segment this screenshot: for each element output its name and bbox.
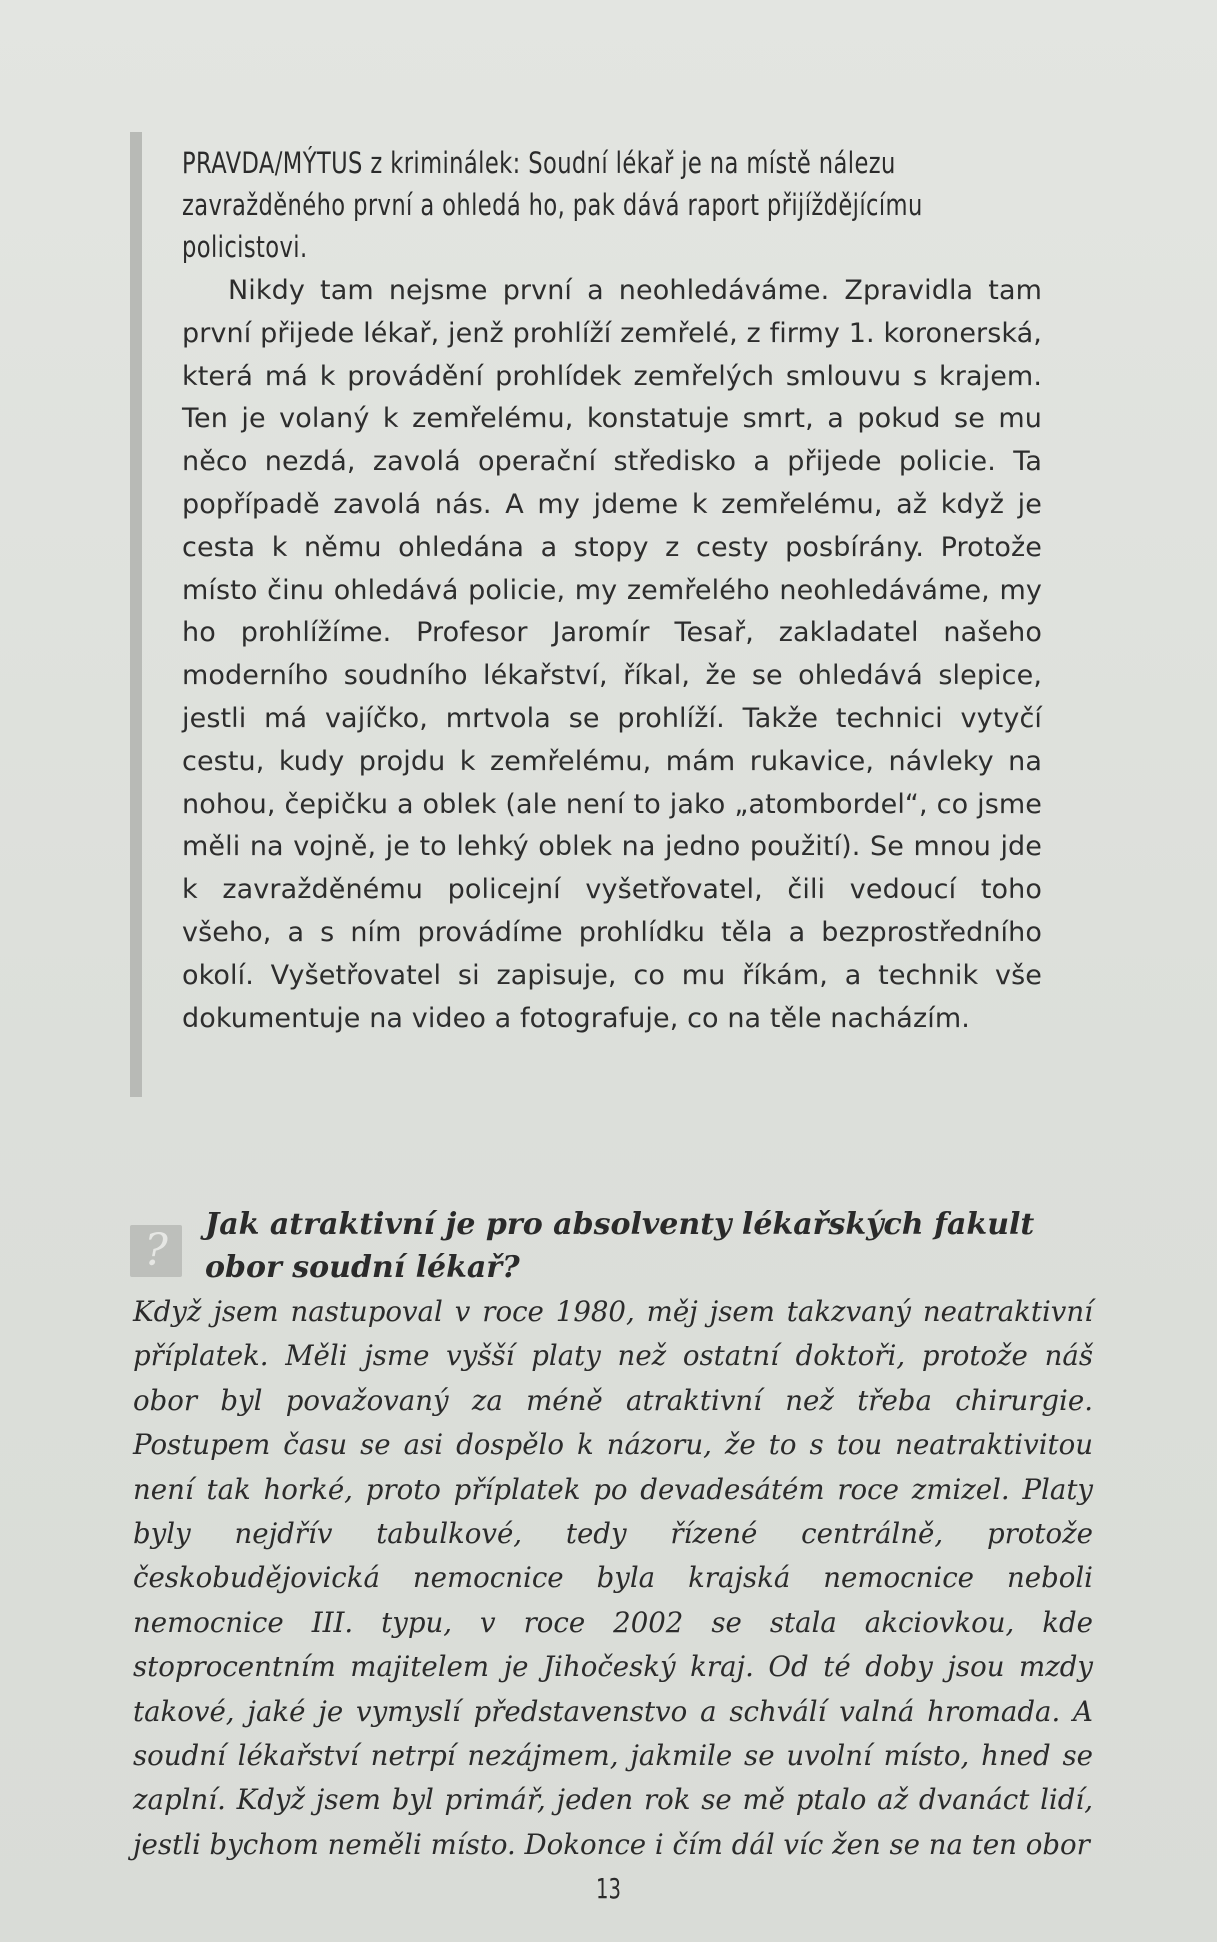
question-mark-glyph: ? (144, 1225, 168, 1276)
question-mark-icon (130, 1225, 182, 1277)
interview-question: Jak atraktivní je pro absolventy lékařských fakult obor soudní lékař? (205, 1207, 1035, 1285)
interview-answer: Když jsem nastupoval v roce 1980, měj jsem takzvaný neatraktivní příplatek. Měli jsme vyšší platy než ostatní doktoři, protože náš obor byl považovaný za méně atraktivní než třeba chirurgie. Postupem času se asi dospělo k názoru, že to s tou neatraktivitou není tak horké, proto příplatek po devadesátém roce zmizel. Platy byly nejdřív tabulkové, tedy řízené centrálně, protože českobudějovická nemocnice byla krajská nemocnice neboli nemocnice III. typu, v roce 2002 se stala akciovkou, kde stoprocentním majitelem je Jihočeský kraj. Od té doby jsou mzdy takové, jaké je vymyslí představenstvo a schválí valná hromada. A soudní lékařství netrpí nezájmem, jakmile se uvolní místo, hned se zaplní. Když jsem byl primář, jeden rok se mě ptalo až dvanáct lidí, jestli bychom neměli místo. Dokonce i čím dál víc žen se na ten obor (133, 1295, 1093, 1861)
myth-content (182, 142, 1042, 1040)
myth-heading: PRAVDA/MÝTUS z kriminálek: Soudní lékař je na místě nálezu zavražděného první a ohledá ho, pak dává raport přijíždějícímu policistovi. (182, 146, 923, 264)
myth-body-paragraph: Nikdy tam nejsme první a neohledáváme. Zpravidla tam první přijede lékař, jenž prohlíží zemřelé, z firmy 1. koronerská, která má k provádění prohlídek zemřelých smlouvu s krajem. Ten je volaný k zemřelému, konstatuje smrt, a pokud se mu něco nezdá, zavolá operační středisko a přijede policie. Ta popřípadě zavolá nás. A my jdeme k zemřelému, až když je cesta k němu ohledána a stopy z cesty posbírány. Protože místo činu ohledává policie, my zemřelého neohledáváme, my ho prohlížíme. Profesor Jaromír Tesař, zakladatel našeho moderního soudního lékařství, říkal, že se ohledává slepice, jestli má vajíčko, mrtvola se prohlíží. Takže technici vytyčí cestu, kudy projdu k zemřelému, mám rukavice, návleky na nohou, čepičku a oblek (ale není to jako „atombordel“, co jsme měli na vojně, je to lehký oblek na jedno použití). Se mnou jde k zavražděnému policejní vyšetřovatel, čili vedoucí toho všeho, a s ním provádíme prohlídku těla a bezprostředního okolí. Vyšetřovatel si zapisuje, co mu říkám, a technik vše dokumentuje na video a fotografuje, co na těle nacházím. (182, 275, 1042, 1034)
page-number: 13 (596, 1872, 621, 1905)
sidebar-accent-bar (130, 132, 142, 1097)
myth-sidebar-box (130, 132, 1050, 1097)
